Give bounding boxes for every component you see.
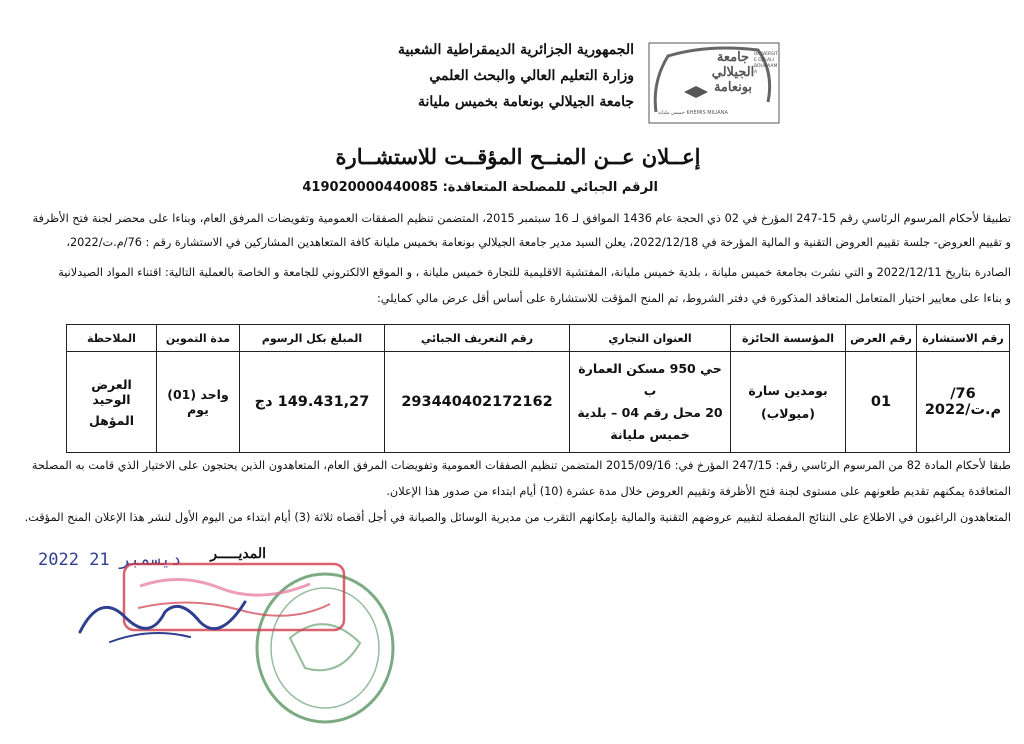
cell-note bbox=[67, 352, 157, 453]
address-line-3: خميس مليانة bbox=[610, 427, 690, 442]
cell-amount: 149.431,27 دج bbox=[240, 352, 385, 453]
tax-id-label: الرقم الجبائي للمصلحة المتعاقدة: bbox=[442, 180, 658, 195]
header-line-ministry: وزارة التعليم العالي والبحث العلمي bbox=[429, 68, 634, 84]
address-line-1: حي 950 مسكن العمارة ب bbox=[578, 361, 722, 398]
director-label: المديـــــر bbox=[210, 546, 266, 562]
table-row bbox=[67, 352, 1010, 453]
note-line-2: المؤهل bbox=[88, 412, 135, 428]
tax-id-value: 419020000440085 bbox=[302, 180, 439, 195]
cell-consultation: 76/م.ت/2022 bbox=[917, 352, 1010, 453]
logo-small-text: خميس مليانة KHEMIS MILIANA bbox=[658, 110, 728, 116]
award-table bbox=[66, 324, 1010, 453]
cell-offer: 01 bbox=[846, 352, 917, 453]
handwritten-signature-icon bbox=[70, 572, 260, 652]
footer-line-3: المتعاهدون الراغبون في الاطلاع على النتائج المفصلة لتقييم عروضهم التقنية والمالية بإمكانهم التقرب من مديرية الوسائل والصيانة في أجل أقصاه ثلاثة (3) أيام ابتداء من اليوم الأول لنشر هذا الإعلان المنح المؤقت. bbox=[24, 511, 1011, 524]
header-line-republic: الجمهورية الجزائرية الديمقراطية الشعبية bbox=[397, 42, 634, 58]
intro-line-1: تطبيقا لأحكام المرسوم الرئاسي رقم 15-247 المؤرخ في 02 ذي الحجة عام 1436 الموافق لـ 16 سبتمبر 2015، المتضمن تنظيم الصفقات العمومية وتفويضات المرفق العام، وبناءا على محضر لجنة فتح الأظرفة bbox=[32, 212, 1011, 225]
cell-duration: واحد (01) يوم bbox=[157, 352, 240, 453]
cell-address bbox=[570, 352, 731, 453]
address-line-2: 20 محل رقم 04 – بلدية bbox=[577, 405, 723, 420]
university-logo bbox=[648, 42, 780, 124]
company-brand: (ميولاب) bbox=[761, 406, 815, 421]
footer-line-1: طبقا لأحكام المادة 82 من المرسوم الرئاسي رقم: 247/15 المؤرخ في: 2015/09/16 المتضمن تنظيم الصفقات العمومية وتفويضات المرفق العام، المتعاهدون الذين يحتجون على الاختيار الذي قامت به المصلحة bbox=[31, 459, 1011, 472]
intro-line-4: و بناءا على معايير اختيار المتعامل المتعاقد المذكورة في دفتر الشروط، تم المنح المؤقت للاستشارة على أساس أقل عرض مالي كمايلي: bbox=[376, 292, 1011, 305]
intro-line-2: و تقييم العروض- جلسة تقييم العروض التقنية و المالية المؤرخة في 2022/12/18، يعلن السيد مدير جامعة الجيلالي بونعامة بخميس مليانة كافة المتعاهدين المشاركين في الاستشارة رقم : 76/م.ت/2022، bbox=[66, 236, 1011, 249]
logo-latin-text: UNIVERSITE DJILALI BOUNAAMA bbox=[754, 52, 778, 75]
header-line-university: جامعة الجيلالي بونعامة بخميس مليانة bbox=[417, 94, 634, 110]
col-company: المؤسسة الحائزة bbox=[731, 325, 846, 352]
tax-id-line bbox=[302, 180, 658, 195]
page-title: إعــلان عــن المنــح المؤقــت للاستشــارة bbox=[335, 144, 701, 169]
logo-arabic-text: جامعة الجيلالي بونعامة bbox=[711, 50, 755, 95]
intro-line-3: الصادرة بتاريخ 2022/12/11 و التي نشرت بجامعة خميس مليانة ، بلدية خميس مليانة، المفتشية الاقليمية للتجارة خميس مليانة ، و الموقع الالكتروني للجامعة و الخاصة بالعملية التالية: اقتناء المواد الصيدلانية bbox=[58, 266, 1011, 279]
table-header-row bbox=[67, 325, 1010, 352]
col-offer: رقم العرض bbox=[846, 325, 917, 352]
col-fiscal-id: رقم التعريف الجبائي bbox=[385, 325, 570, 352]
date-stamp: 2022 ديسمبر 21 bbox=[38, 550, 182, 570]
col-address: العنوان التجاري bbox=[570, 325, 731, 352]
cell-fiscal-id: 293440402172162 bbox=[385, 352, 570, 453]
col-amount: المبلغ بكل الرسوم bbox=[240, 325, 385, 352]
company-name: بومدين سارة bbox=[748, 383, 828, 398]
footer-line-2: المتعاقدة يمكنهم تقديم طعونهم على مستوى لجنة فتح الأظرفة وتقييم العروض خلال مدة عشرة (10) أيام ابتداء من صدور هذا الإعلان. bbox=[386, 485, 1011, 498]
note-line-1: العرض الوحيد bbox=[91, 376, 132, 407]
col-note: الملاحظة bbox=[67, 325, 157, 352]
cell-company bbox=[731, 352, 846, 453]
col-consultation: رقم الاستشارة bbox=[917, 325, 1010, 352]
col-duration: مدة التموين bbox=[157, 325, 240, 352]
